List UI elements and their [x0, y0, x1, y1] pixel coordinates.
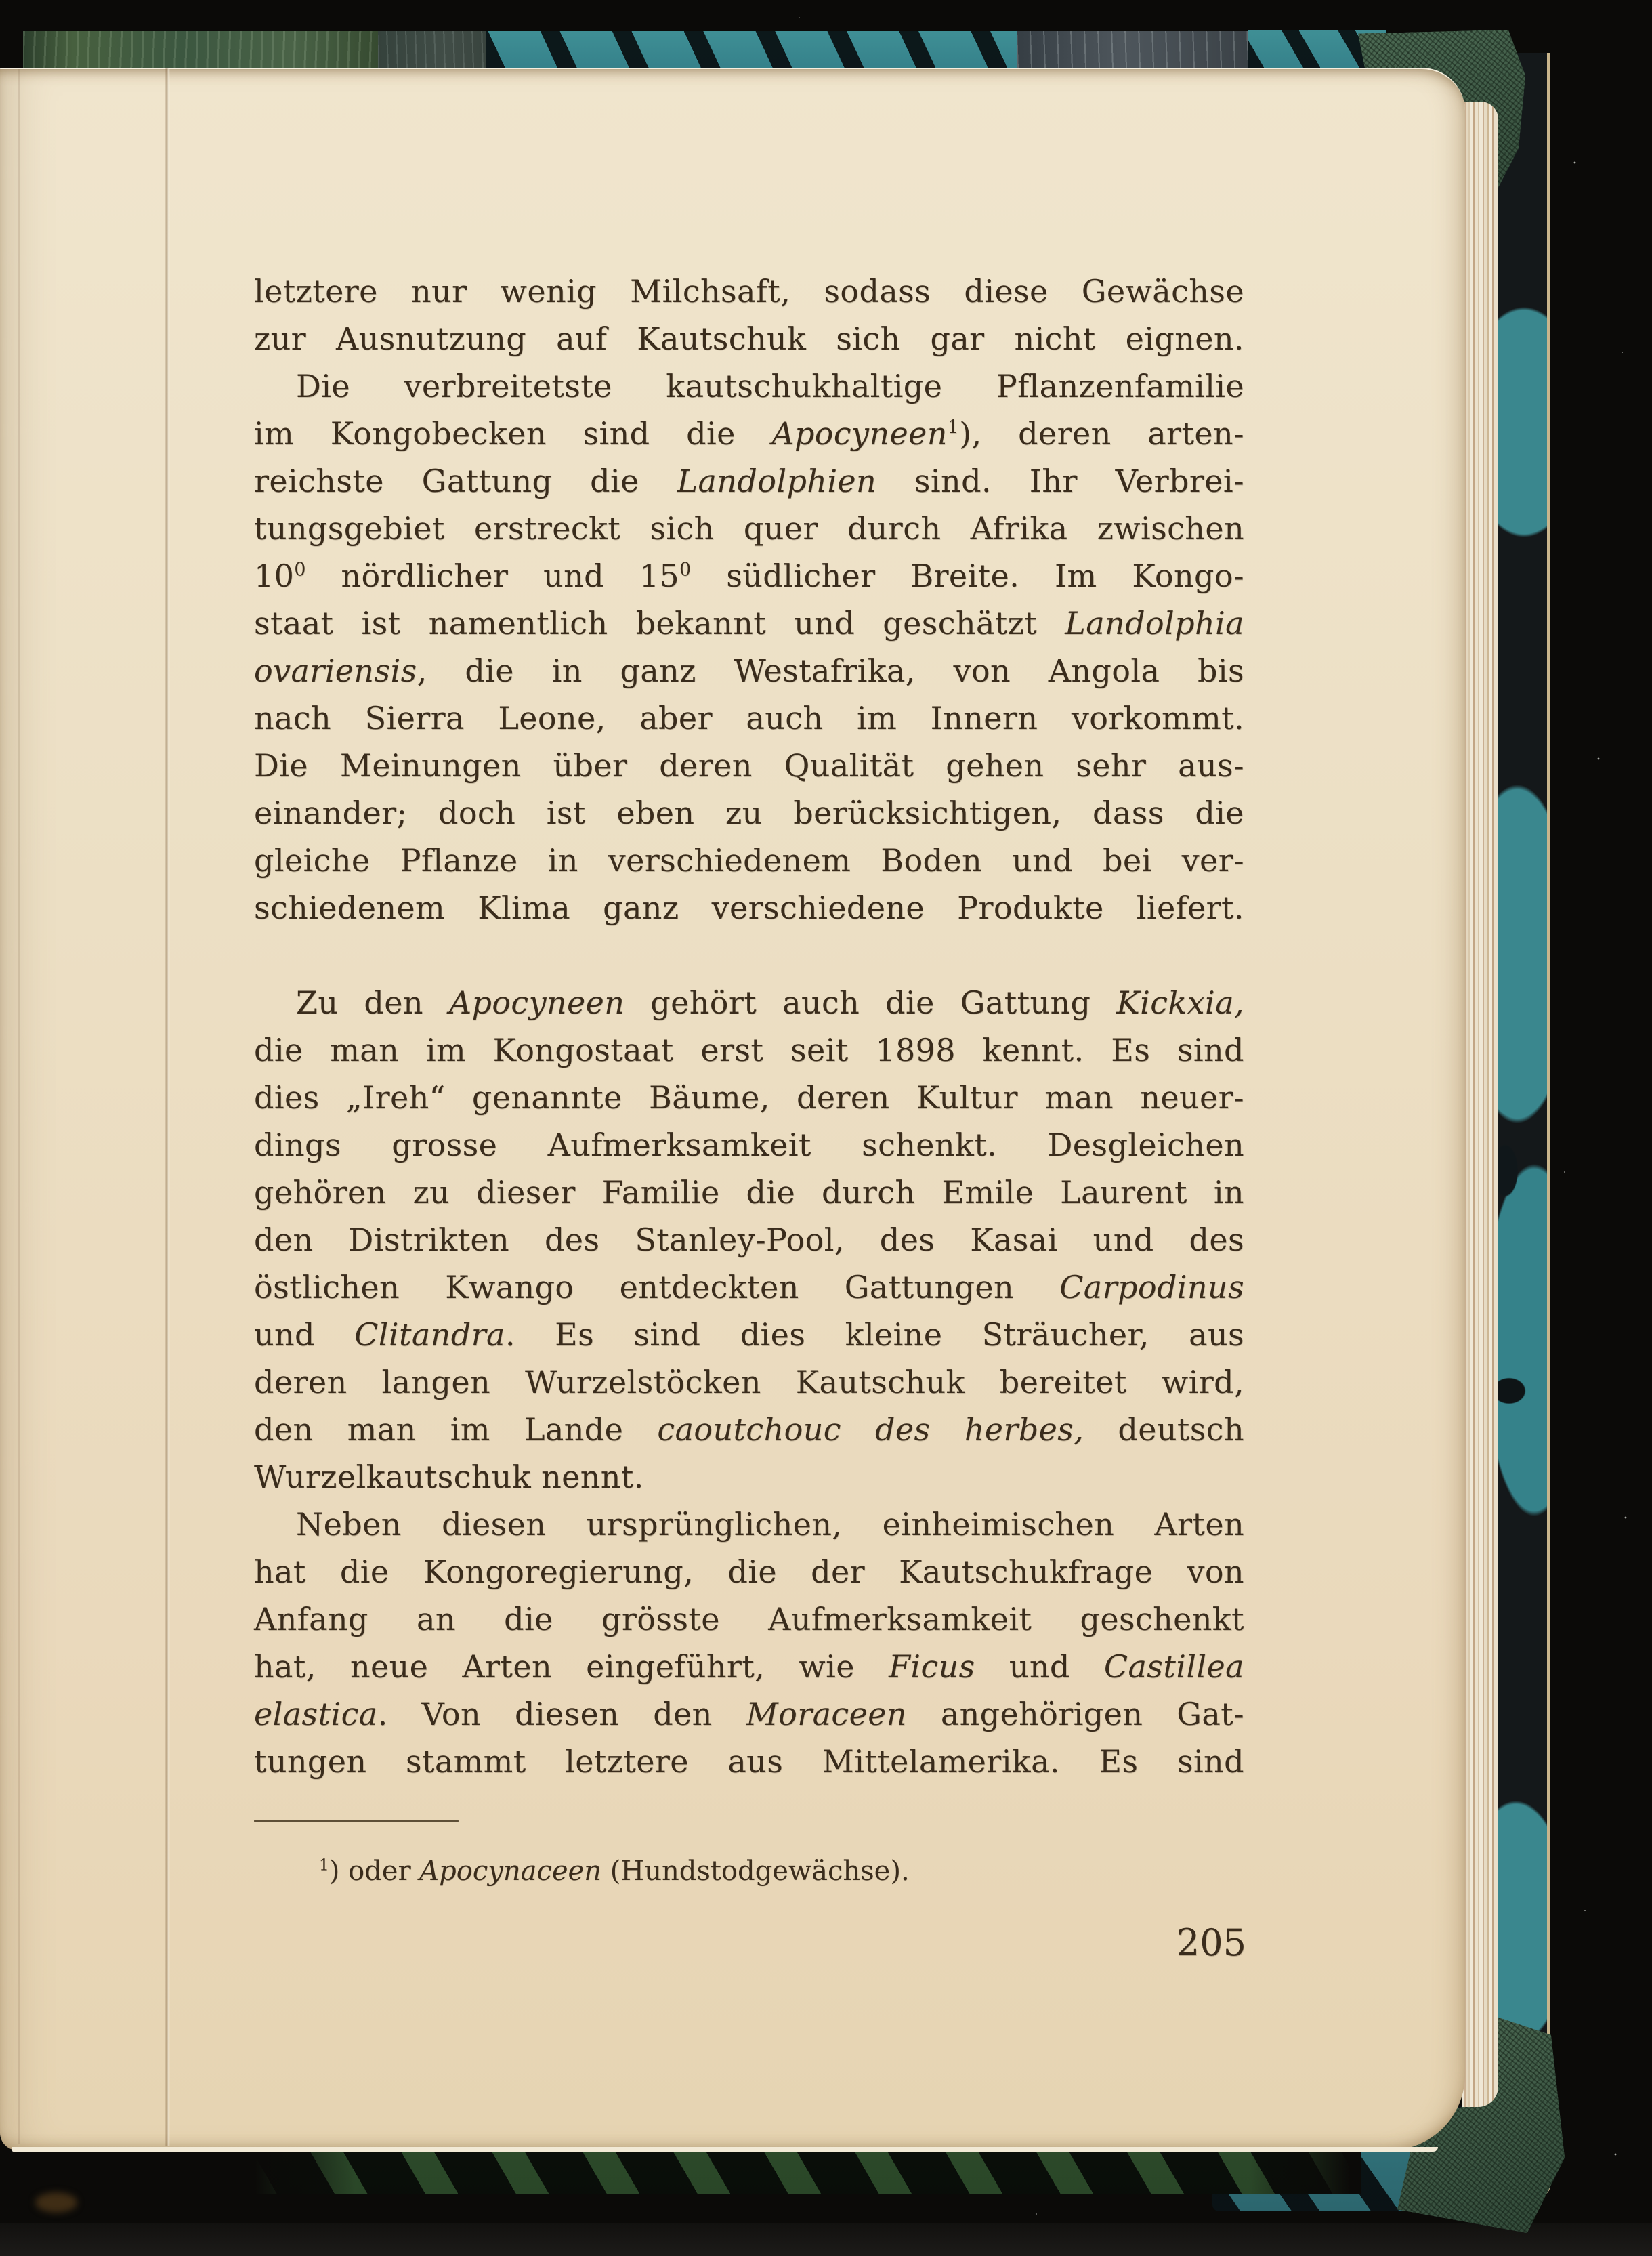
text-line: tungen stammt letztere aus Mittelamerika. Es sind — [254, 1743, 1244, 1780]
cover-bottom-edge — [244, 2146, 1361, 2194]
cover-top-edge-scuffed-2 — [1017, 31, 1251, 69]
text-line: die man im Kongostaat erst seit 1898 kennt. Es sind — [254, 1032, 1244, 1068]
text-line: staat ist namentlich bekannt und geschätzt Landolphia — [254, 605, 1244, 642]
text-line: nach Sierra Leone, aber auch im Innern vorkommt. — [254, 700, 1244, 736]
page-fore-edge-stack — [1462, 102, 1498, 2107]
text-line: Zu den Apocyneen gehört auch die Gattung Kickxia, — [296, 984, 1244, 1021]
cover-top-edge-cloth — [23, 31, 382, 69]
text-line: schiedenem Klima ganz verschiedene Produkte liefert. — [254, 890, 1244, 926]
text-line: dies „Ireh“ genannte Bäume, deren Kultur man neuer- — [254, 1079, 1244, 1116]
cover-bottom-left-notch — [35, 2192, 77, 2213]
text-line: hat, neue Arten eingeführt, wie Ficus und Castillea — [254, 1648, 1244, 1685]
text-line: deren langen Wurzelstöcken Kautschuk bereitet wird, — [254, 1364, 1244, 1400]
text-line: Neben diesen ursprünglichen, einheimischen Arten — [296, 1506, 1244, 1543]
text-line: elastica. Von diesen den Moraceen angehörigen Gat- — [254, 1696, 1244, 1732]
cover-marbled-fore-edge — [1497, 53, 1550, 2197]
text-line: ovariensis, die in ganz Westafrika, von Angola bis — [254, 652, 1244, 689]
cover-top-edge-marbled — [486, 31, 1021, 69]
page-gutter-crease — [165, 68, 170, 2146]
text-line: reichste Gattung die Landolphien sind. Ihr Verbrei- — [254, 463, 1244, 499]
text-line: den Distrikten des Stanley-Pool, des Kasai und des — [254, 1221, 1244, 1258]
text-line: Die verbreitetste kautschukhaltige Pflanzenfamilie — [296, 368, 1244, 404]
text-line: zur Ausnutzung auf Kautschuk sich gar nicht eignen. — [254, 320, 1244, 357]
text-line: Anfang an die grösste Aufmerksamkeit geschenkt — [254, 1601, 1244, 1637]
text-line: einander; doch ist eben zu berücksichtigen, dass die — [254, 795, 1244, 831]
text-line: tungsgebiet erstreckt sich quer durch Afrika zwischen — [254, 510, 1244, 547]
page-number: 205 — [1176, 1921, 1246, 1964]
text-block — [254, 268, 1244, 1785]
text-line: $10^0$ nördlicher und $15^0$ südlicher Breite. Im Kongo- — [254, 558, 1244, 594]
text-line: Wurzelkautschuk nennt. — [254, 1459, 644, 1495]
page-leaf-edge — [18, 69, 20, 2144]
text-line: letztere nur wenig Milchsaft, sodass diese Gewächse — [254, 273, 1244, 310]
text-line: gehören zu dieser Familie die durch Emile Laurent in — [254, 1174, 1244, 1211]
text-line: im Kongobecken sind die Apocyneen$^1$), deren arten- — [254, 415, 1244, 452]
text-line: den man im Lande caoutchouc des herbes, deutsch — [254, 1411, 1244, 1448]
text-line: Die Meinungen über deren Qualität gehen sehr aus- — [254, 747, 1244, 784]
text-line: östlichen Kwango entdeckten Gattungen Carpodinus — [254, 1269, 1244, 1305]
text-line: dings grosse Aufmerksamkeit schenkt. Desgleichen — [254, 1127, 1244, 1163]
cover-top-edge-scuffed — [378, 31, 490, 69]
text-line: und Clitandra. Es sind dies kleine Sträucher, aus — [254, 1316, 1244, 1353]
text-line: hat die Kongoregierung, die der Kautschukfrage von — [254, 1553, 1244, 1590]
cover-bottom-shadow — [0, 2223, 1652, 2256]
footnote: $^1$) oder Apocynaceen (Hundstodgewächse). — [319, 1856, 910, 1887]
footnote-rule — [254, 1820, 459, 1822]
text-line: gleiche Pflanze in verschiedenem Boden und bei ver- — [254, 842, 1244, 879]
